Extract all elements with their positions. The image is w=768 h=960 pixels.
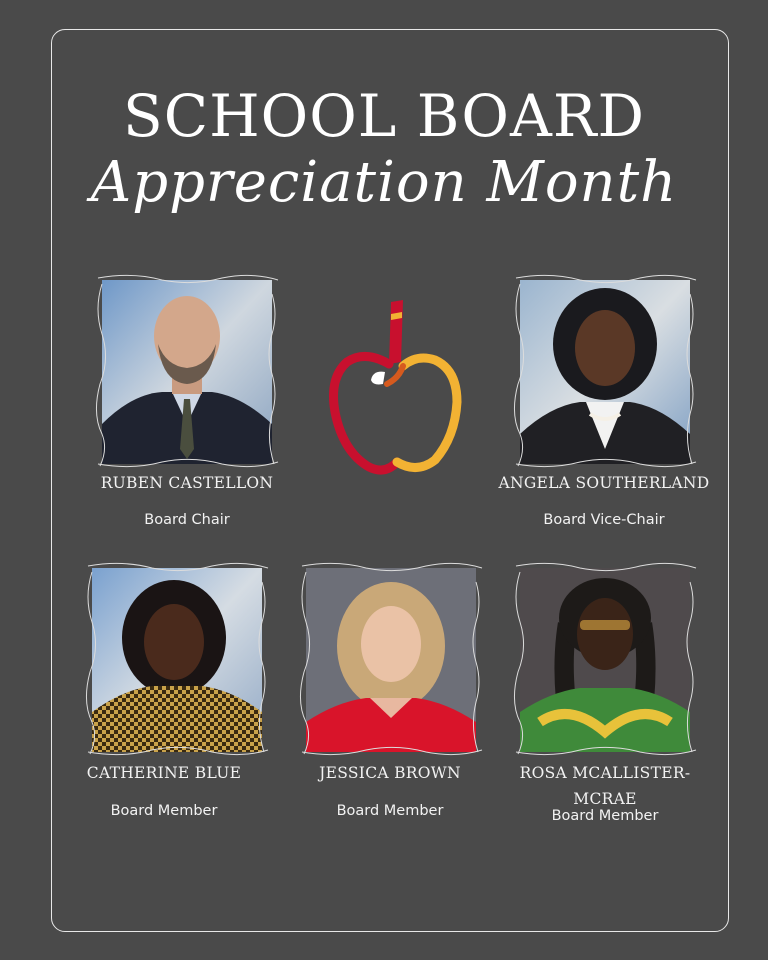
member-photo-ruben-castellon <box>92 274 282 470</box>
member-name: CATHERINE BLUE <box>86 764 242 782</box>
member-name: RUBEN CASTELLON <box>100 474 274 492</box>
member-name: ROSA MCALLISTER-MCRAE <box>519 764 691 808</box>
apple-pencil-icon <box>325 292 465 482</box>
member-photo-jessica-brown <box>296 562 486 758</box>
member-role: Board Vice-Chair <box>543 512 665 528</box>
member-role: Board Member <box>336 803 444 819</box>
member-photo-angela-southerland <box>510 274 700 470</box>
member-name: JESSICA BROWN <box>319 764 461 782</box>
page-title: SCHOOL BOARD <box>122 82 646 150</box>
member-photo-catherine-blue <box>82 562 272 758</box>
member-role: Board Member <box>551 808 659 824</box>
member-photo-rosa-mcallister-mcrae <box>510 562 700 758</box>
member-role: Board Chair <box>144 512 230 528</box>
page-subtitle: Appreciation Month <box>90 150 678 215</box>
member-role: Board Member <box>110 803 218 819</box>
member-name: ANGELA SOUTHERLAND <box>498 474 710 492</box>
